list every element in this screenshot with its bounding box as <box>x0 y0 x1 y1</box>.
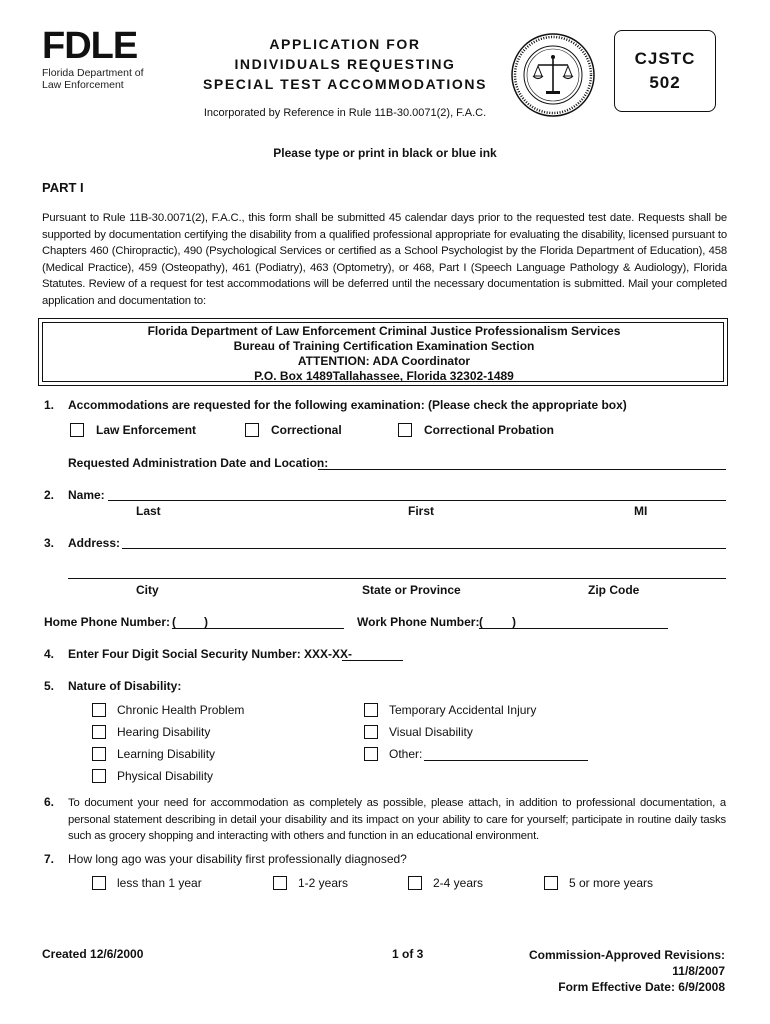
agency-name <box>42 67 144 91</box>
intro-paragraph: Pursuant to Rule 11B-30.0071(2), F.A.C., this form shall be submitted 45 calendar days prior to the requested test date. Requests shall be supported by documentation certifying the disability from a qualified professional appropriate for evaluating the disability, licensed pursuant to Chapters 460 (Chiropractic), 490 (Psychological Services or certified as a School Psychologist by the Florida Department of Education), 458 (Medical Practice), 459 (Osteopathy), 461 (Podiatry), 463 (Optometry), or 468, Part I (Speech Language Pathology & Audiology), Florida Statutes. Review of a request for test accommodations will be deferred until the necessary documentation is submitted. Mail your completed application and documentation to: <box>42 212 727 307</box>
part-label: PART I <box>42 180 84 195</box>
work-phone-label: Work Phone Number: <box>357 615 480 629</box>
agency-line-1: Florida Department of <box>42 67 144 79</box>
form-title <box>195 34 495 94</box>
q7-text: How long ago was your disability first professionally diagnosed? <box>68 852 407 866</box>
checkbox-visual[interactable] <box>364 725 378 739</box>
temporary-injury-label: Temporary Accidental Injury <box>389 703 537 717</box>
home-phone-paren-open: ( <box>172 615 176 629</box>
checkbox-law-enforcement[interactable] <box>70 423 84 437</box>
name-field[interactable] <box>108 500 726 501</box>
hearing-label: Hearing Disability <box>117 725 211 739</box>
ssn-label: Enter Four Digit Social Security Number: XXX-XX- <box>68 647 353 661</box>
name-last-caption: Last <box>136 504 161 518</box>
2-4-years-label: 2-4 years <box>433 876 484 890</box>
5-or-more-years-label: 5 or more years <box>569 876 654 890</box>
form-id-line-1: CJSTC <box>634 49 696 68</box>
name-first-caption: First <box>408 504 435 518</box>
zip-caption: Zip Code <box>588 583 640 597</box>
chronic-health-label: Chronic Health Problem <box>117 703 245 717</box>
checkbox-5-or-more-years[interactable] <box>544 876 558 890</box>
rule-reference: Incorporated by Reference in Rule 11B-30.0071(2), F.A.C. <box>203 107 487 119</box>
title-line-3: SPECIAL TEST ACCOMMODATIONS <box>202 76 488 92</box>
visual-label: Visual Disability <box>389 725 473 739</box>
commission-seal-icon <box>510 32 596 118</box>
form-id-box <box>614 30 716 112</box>
date-location-field[interactable] <box>318 469 726 470</box>
other-label: Other: <box>389 747 423 761</box>
effective-date: Form Effective Date: 6/9/2008 <box>558 980 725 994</box>
checkbox-learning[interactable] <box>92 747 106 761</box>
address-label: Address: <box>68 536 121 550</box>
learning-label: Learning Disability <box>117 747 216 761</box>
less-than-1-year-label: less than 1 year <box>117 876 202 890</box>
agency-line-2: Law Enforcement <box>42 79 124 91</box>
address-field[interactable] <box>122 548 726 549</box>
checkbox-correctional-probation[interactable] <box>398 423 412 437</box>
option-law-enforcement-label: Law Enforcement <box>96 423 197 437</box>
checkbox-2-4-years[interactable] <box>408 876 422 890</box>
checkbox-correctional[interactable] <box>245 423 259 437</box>
fdle-logo <box>42 25 166 67</box>
logo-text: FDLE <box>42 25 138 67</box>
checkbox-temporary-injury[interactable] <box>364 703 378 717</box>
checkbox-chronic-health[interactable] <box>92 703 106 717</box>
footer-page-number: 1 of 3 <box>392 947 424 961</box>
q7-number: 7. <box>44 852 55 866</box>
address-line-1: Florida Department of Law Enforcement Criminal Justice Professionalism Services <box>147 324 621 338</box>
checkbox-hearing[interactable] <box>92 725 106 739</box>
home-phone-paren-close: ) <box>204 615 208 629</box>
1-2-years-label: 1-2 years <box>298 876 349 890</box>
q5-number: 5. <box>44 679 55 693</box>
revision-date: Commission-Approved Revisions: 11/8/2007 <box>528 948 725 978</box>
date-location-label: Requested Administration Date and Location: <box>68 456 329 470</box>
footer-revisions <box>480 947 725 995</box>
state-caption: State or Province <box>362 583 461 597</box>
home-phone-field[interactable] <box>172 628 344 629</box>
ssn-field[interactable] <box>342 660 403 661</box>
option-correctional-probation-label: Correctional Probation <box>424 423 555 437</box>
form-id-line-2: 502 <box>649 73 681 92</box>
option-correctional-label: Correctional <box>271 423 342 437</box>
q2-number: 2. <box>44 488 55 502</box>
title-line-2: INDIVIDUALS REQUESTING <box>234 56 456 72</box>
q3-number: 3. <box>44 536 55 550</box>
address-line-3: ATTENTION: ADA Coordinator <box>297 354 471 368</box>
q4-number: 4. <box>44 647 55 661</box>
name-mi-caption: MI <box>634 504 648 518</box>
work-phone-paren-close: ) <box>512 615 516 629</box>
address-line-4: P.O. Box 1489Tallahassee, Florida 32302-1489 <box>254 369 514 383</box>
q6-number: 6. <box>44 795 55 809</box>
home-phone-label: Home Phone Number: <box>44 615 171 629</box>
q1-text: Accommodations are requested for the following examination: (Please check the appropriate box) <box>68 398 627 412</box>
city-state-zip-field[interactable] <box>68 578 726 579</box>
mailing-address-box <box>38 318 728 386</box>
checkbox-1-2-years[interactable] <box>273 876 287 890</box>
checkbox-other[interactable] <box>364 747 378 761</box>
other-field[interactable] <box>424 760 588 761</box>
title-line-1: APPLICATION FOR <box>269 36 421 52</box>
q6-text: To document your need for accommodation as completely as possible, please attach, in addition to professional documentation, a personal statement describing in detail your disability and its impact on your ability to care for yourself; participate in routine daily tasks such as grocery shopping and interacting with others and function in an educational environment. <box>68 797 726 842</box>
work-phone-paren-open: ( <box>479 615 483 629</box>
checkbox-less-than-1-year[interactable] <box>92 876 106 890</box>
ink-instruction: Please type or print in black or blue ink <box>273 146 497 160</box>
work-phone-field[interactable] <box>479 628 668 629</box>
disability-label: Nature of Disability: <box>68 679 182 693</box>
q1-number: 1. <box>44 398 55 412</box>
footer-created-date: Created 12/6/2000 <box>42 947 144 961</box>
checkbox-physical[interactable] <box>92 769 106 783</box>
name-label: Name: <box>68 488 105 502</box>
address-line-2: Bureau of Training Certification Examination Section <box>233 339 535 353</box>
physical-label: Physical Disability <box>117 769 214 783</box>
city-caption: City <box>136 583 159 597</box>
